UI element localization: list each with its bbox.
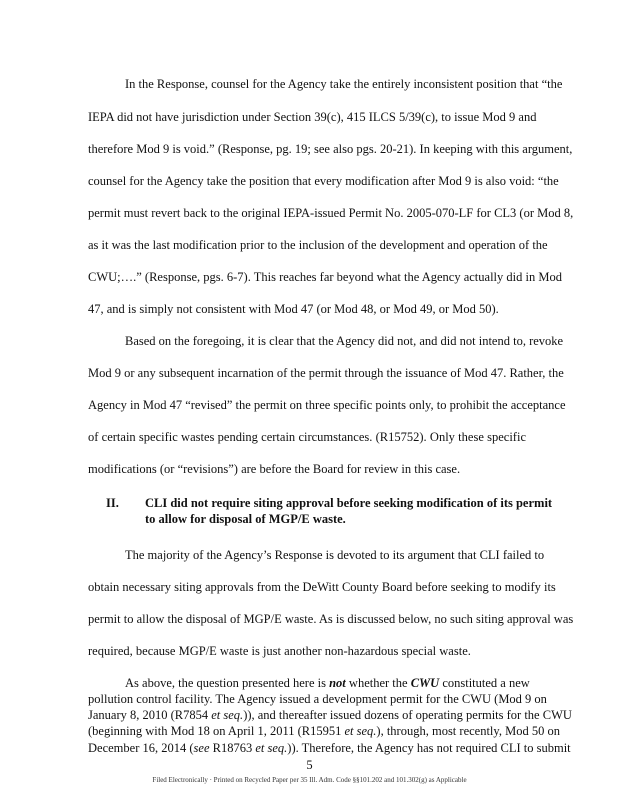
para1-line-4: counsel for the Agency take the position that every modification after Mod 9 is also void: “the — [88, 174, 559, 188]
para4-line — [88, 741, 571, 756]
para4-emphasis-not: not — [329, 676, 346, 690]
section-heading-line-1: CLI did not require siting approval before seeking modification of its permit — [145, 496, 553, 510]
para1-line-1: In the Response, counsel for the Agency take the entirely inconsistent position that “the — [125, 77, 563, 91]
para4-line — [88, 708, 572, 723]
para1-line-5: permit must revert back to the original IEPA-issued Permit No. 2005-070-LF for CL3 (or Mod 8, — [88, 206, 574, 220]
para1-line-6: as it was the last modification prior to the inclusion of the development and operation of the — [88, 238, 548, 252]
para2-line-4: of certain specific wastes pending certain circumstances. (R15752). Only these specific — [88, 430, 526, 444]
para4-citation-italic: et seq. — [255, 741, 288, 755]
section-number: II. — [106, 496, 119, 510]
para1-line-8: 47, and is simply not consistent with Mod 47 (or Mod 48, or Mod 49, or Mod 50). — [88, 302, 499, 316]
para2-line-5: modifications (or “revisions”) are before the Board for review in this case. — [88, 462, 461, 476]
para3-line-4: required, because MGP/E waste is just another non-hazardous special waste. — [88, 644, 471, 658]
para3-line-3: permit to allow the disposal of MGP/E waste. As is discussed below, no such siting approval was — [88, 612, 574, 626]
para4-line-2: pollution control facility. The Agency issued a development permit for the CWU (Mod 9 on — [88, 692, 547, 706]
para4-text: whether the — [345, 676, 411, 690]
para4-citation-italic: see — [193, 741, 210, 755]
para4-text: December 16, 2014 ( — [88, 741, 194, 755]
para1-line-7: CWU;….” (Response, pgs. 6-7). This reaches far beyond what the Agency actually did in Mod — [88, 270, 562, 284]
para4-emphasis-cwu: CWU — [410, 676, 440, 690]
filing-footer: Filed Electronically · Printed on Recycled Paper per 35 Ill. Adm. Code §§101.202 and 101.302(g) as Applicable — [152, 776, 467, 784]
para2-line-1: Based on the foregoing, it is clear that the Agency did not, and did not intend to, revoke — [125, 334, 564, 348]
para1-line-3-text: therefore Mod 9 is void.” (Response, pg. 19; see also pgs. 20-21). In keeping with this argument, — [88, 142, 573, 156]
para3-line-1: The majority of the Agency’s Response is devoted to its argument that CLI failed to — [125, 548, 545, 562]
para4-text: (beginning with Mod 18 on April 1, 2011 (R15951 — [88, 724, 345, 738]
para4-citation-italic: et seq. — [211, 708, 244, 722]
para4-citation-italic: et seq. — [344, 724, 377, 738]
para4-text: As above, the question presented here is — [125, 676, 330, 690]
para2-line-3: Agency in Mod 47 “revised” the permit on three specific points only, to prohibit the acceptance — [88, 398, 566, 412]
para4-line-1 — [125, 676, 530, 691]
para3-line-2: obtain necessary siting approvals from the DeWitt County Board before seeking to modify its — [88, 580, 556, 594]
para4-text: constituted a new — [439, 676, 530, 690]
para4-text: R18763 — [209, 741, 256, 755]
section-heading-line-2: to allow for disposal of MGP/E waste. — [145, 512, 346, 526]
page-number: 5 — [306, 758, 313, 772]
para4-line — [88, 724, 560, 739]
para1-line-2: IEPA did not have jurisdiction under Section 39(c), 415 ILCS 5/39(c), to issue Mod 9 and — [88, 110, 537, 124]
para4-text: ), through, most recently, Mod 50 on — [376, 724, 560, 738]
para4-text: )). Therefore, the Agency has not required CLI to submit — [287, 741, 571, 755]
para4-text: )), and thereafter issued dozens of operating permits for the CWU — [243, 708, 572, 722]
para1-line-3 — [88, 142, 573, 157]
para2-line-2: Mod 9 or any subsequent incarnation of the permit through the issuance of Mod 47. Rather, the — [88, 366, 564, 380]
para4-text: January 8, 2010 (R7854 — [88, 708, 212, 722]
